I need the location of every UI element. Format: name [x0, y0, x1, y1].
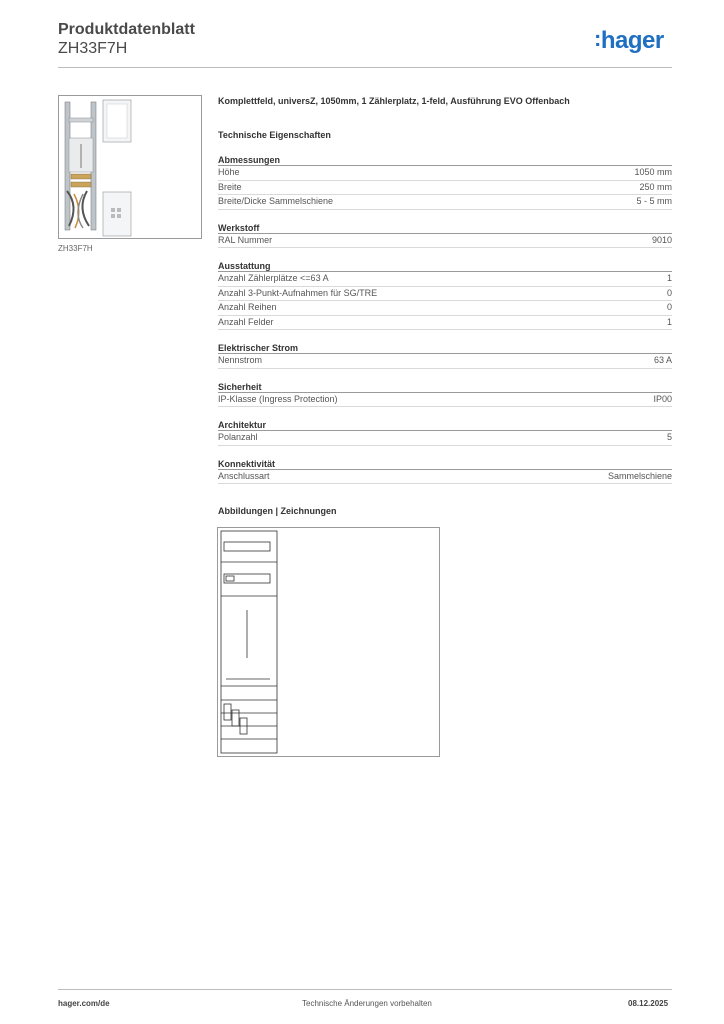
table-row — [218, 431, 672, 446]
group-sicherheit — [218, 381, 672, 408]
group-elektrischer-strom — [218, 342, 672, 369]
table-row — [218, 195, 672, 210]
footer-date: 08.12.2025 — [628, 999, 669, 1008]
article-number: ZH33F7H — [58, 40, 128, 57]
table-row — [218, 393, 672, 408]
group-title: Abmessungen — [218, 154, 672, 166]
row-label: Breite/Dicke Sammelschiene — [218, 196, 334, 206]
footer-divider — [58, 989, 672, 990]
footer-notice: Technische Änderungen vorbehalten — [302, 999, 432, 1008]
technical-data — [218, 96, 672, 518]
row-label: IP-Klasse (Ingress Protection) — [218, 393, 338, 404]
panel-drawing-icon — [218, 528, 439, 756]
group-werkstoff — [218, 222, 672, 249]
row-value: 5 — [666, 432, 672, 442]
row-value: 63 A — [653, 355, 672, 365]
group-ausstattung — [218, 260, 672, 330]
table-row — [218, 301, 672, 316]
table-row — [218, 234, 672, 249]
group-abmessungen — [218, 154, 672, 210]
table-row — [218, 316, 672, 331]
product-description: Komplettfeld, universZ, 1050mm, 1 Zählerplatz, 1-feld, Ausführung EVO Offenbach — [218, 96, 570, 106]
table-row — [218, 272, 672, 287]
row-label: Anschlussart — [218, 470, 270, 481]
table-row — [218, 166, 672, 181]
table-row — [218, 354, 672, 369]
document-title: Produktdatenblatt — [58, 21, 195, 38]
row-label: Anzahl Zählerplätze <=63 A — [218, 273, 329, 283]
row-label: Höhe — [218, 167, 240, 177]
group-title: Architektur — [218, 419, 672, 431]
row-value: IP00 — [653, 393, 672, 404]
table-row — [218, 181, 672, 196]
group-architektur — [218, 419, 672, 446]
group-title: Werkstoff — [218, 222, 672, 234]
footer-website-link[interactable]: hager.com/de — [58, 999, 110, 1008]
table-row — [218, 470, 672, 485]
row-label: Breite — [218, 181, 242, 192]
row-label: Anzahl Felder — [218, 316, 274, 327]
row-value: Sammelschiene — [607, 470, 672, 481]
drawings-title: Abbildungen | Zeichnungen — [218, 506, 337, 516]
group-title: Sicherheit — [218, 381, 672, 393]
product-photo — [58, 95, 202, 239]
technical-drawing — [217, 527, 440, 757]
row-label: Anzahl Reihen — [218, 302, 277, 312]
row-label: Nennstrom — [218, 355, 263, 365]
photo-caption: ZH33F7H — [58, 244, 93, 253]
logo-text: hager — [600, 27, 664, 54]
table-row — [218, 287, 672, 302]
row-value: 250 mm — [639, 181, 672, 192]
row-value: 0 — [666, 302, 672, 312]
header-divider — [58, 67, 672, 68]
group-konnektivitaet — [218, 458, 672, 485]
row-value: 0 — [666, 287, 672, 298]
hager-logo[interactable] — [594, 28, 664, 53]
row-label: RAL Nummer — [218, 234, 273, 245]
row-label: Polanzahl — [218, 432, 258, 442]
meter-panel-photo-icon — [59, 96, 201, 238]
section-title-technical: Technische Eigenschaften — [218, 130, 331, 140]
group-title: Elektrischer Strom — [218, 342, 672, 354]
group-title: Ausstattung — [218, 260, 672, 272]
row-value: 1050 mm — [634, 167, 672, 177]
group-title: Konnektivität — [218, 458, 672, 470]
logo-dots-icon: : — [594, 26, 601, 51]
row-value: 1 — [666, 316, 672, 327]
row-value: 5 - 5 mm — [636, 196, 672, 206]
row-value: 9010 — [651, 234, 672, 245]
row-value: 1 — [666, 273, 672, 283]
row-label: Anzahl 3-Punkt-Aufnahmen für SG/TRE — [218, 287, 378, 298]
